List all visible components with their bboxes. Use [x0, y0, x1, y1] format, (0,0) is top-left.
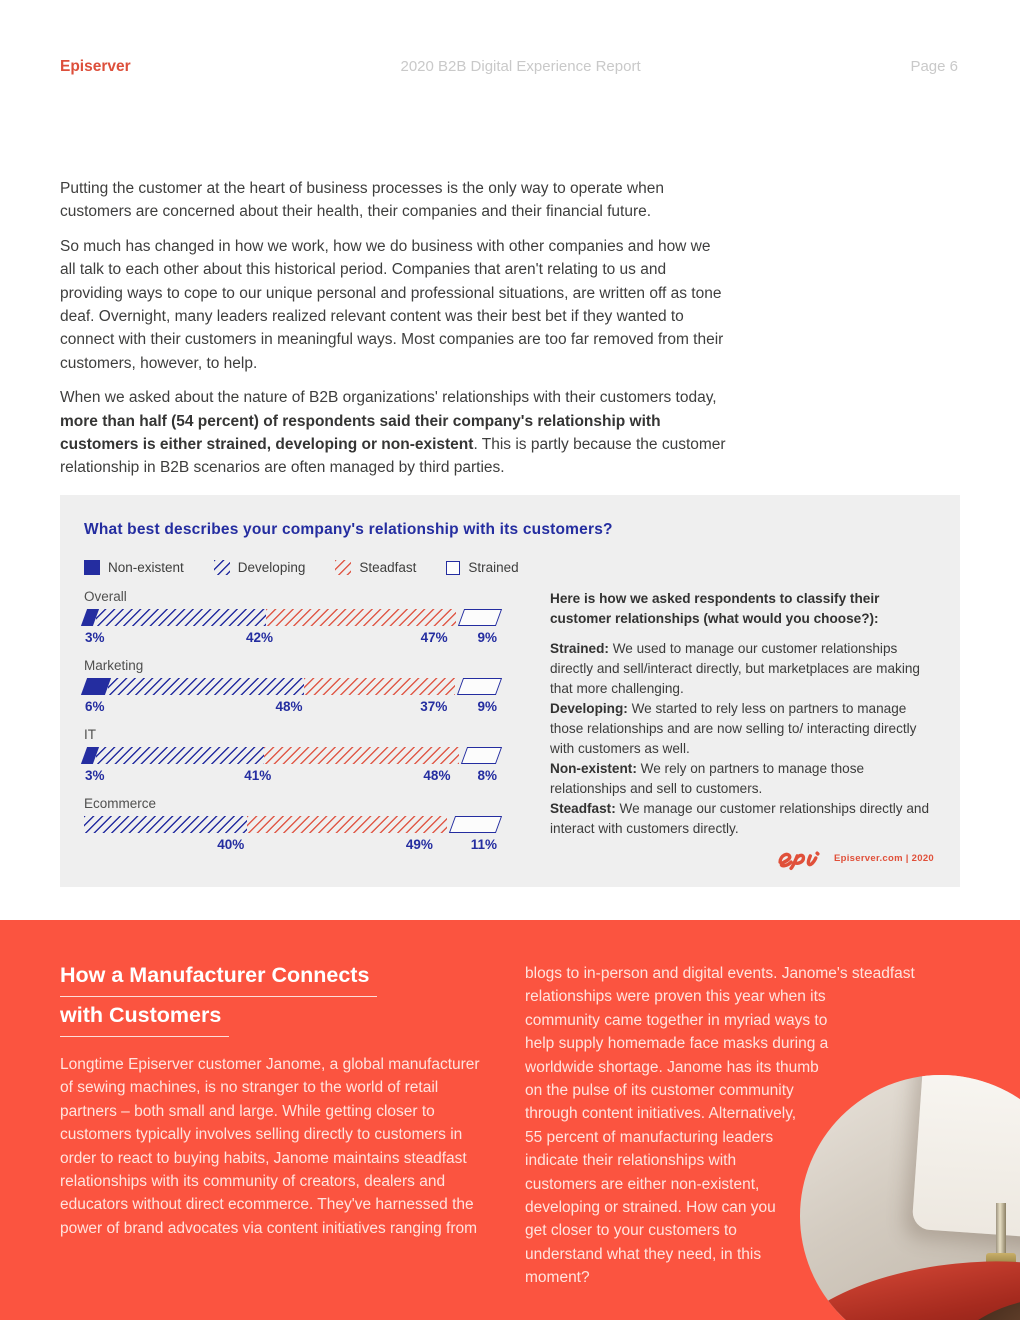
legend-swatch-icon: [84, 560, 100, 575]
definition-text: We used to manage our customer relationships directly and sell/interact directly, but marketplaces are making that more challenging.: [550, 641, 920, 696]
chart-sidebar: [550, 589, 934, 865]
bar-row-ecommerce: [84, 796, 521, 852]
intro-paragraph-2: So much has changed in how we work, how we do business with other companies and how we all talk to each other about this historical period. Companies that aren't relating to us and providing ways to cope to our unique personal and professional situations, are written off as tone deaf. Overnight, many leaders realized relevant content was their best bet if they wanted to connect with their customers in meaningful ways. Most companies are too far removed from their customers, however, to help.: [60, 237, 724, 372]
bar-track: [84, 747, 499, 764]
brand-logo-text: Episerver: [60, 58, 131, 75]
definition-term: Non-existent:: [550, 761, 637, 776]
percent-label-non-existent: 6%: [85, 699, 105, 714]
page-number: Page 6: [910, 58, 958, 75]
bar-segment-strained: [458, 609, 503, 626]
legend-item-steadfast: [335, 560, 416, 575]
definition-text: We rely on partners to manage those relationships and sell to customers.: [550, 761, 865, 796]
legend-label: Non-existent: [108, 560, 184, 575]
epi-logo-icon: [776, 845, 824, 871]
definition-term: Steadfast:: [550, 801, 616, 816]
legend-item-developing: [214, 560, 306, 575]
page-header: [60, 58, 958, 76]
percent-label-row: [84, 837, 499, 852]
bar-segment-developing: [84, 816, 247, 833]
bar-row-marketing: [84, 658, 521, 714]
percent-label-developing: 41%: [244, 768, 272, 783]
legend-swatch-icon: [335, 560, 351, 575]
legend-label: Steadfast: [359, 560, 417, 575]
legend-item-strained: [446, 560, 518, 575]
bar-track: [84, 678, 499, 695]
bar-segment-developing: [96, 747, 263, 764]
paragraph-text: . This is partly because the customer relationship in B2B scenarios are often managed by third parties.: [60, 436, 726, 477]
percent-label-row: [84, 699, 499, 714]
percent-label-steadfast: 48%: [423, 768, 451, 783]
percent-label-strained: 9%: [477, 630, 497, 645]
bar-segment-steadfast: [264, 747, 460, 764]
bar-segment-strained: [461, 747, 502, 764]
percent-label-non-existent: 3%: [85, 768, 105, 783]
definition-item: [550, 799, 934, 839]
bar-segment-strained: [457, 678, 502, 695]
bar-category-label: Overall: [84, 589, 127, 604]
percent-label-row: [84, 630, 499, 645]
percent-label-strained: 11%: [470, 837, 498, 852]
feature-heading-line2: with Customers: [60, 1000, 229, 1037]
definition-item: [550, 639, 934, 699]
chart-legend: [84, 560, 934, 575]
bar-segment-steadfast: [247, 816, 447, 833]
definition-text: We started to rely less on partners to manage those relationships and are now selling to/ interacting directly with customers as well.: [550, 701, 917, 756]
bar-segment-steadfast: [266, 609, 456, 626]
legend-item-non-existent: [84, 560, 184, 575]
percent-label-strained: 8%: [477, 768, 497, 783]
definition-text: We manage our customer relationships directly and interact with customers directly.: [550, 801, 930, 836]
bar-track: [84, 816, 499, 833]
paragraph-text: When we asked about the nature of B2B organizations' relationships with their customers today,: [60, 389, 717, 407]
bar-segment-developing: [108, 678, 304, 695]
bar-track: [84, 609, 499, 626]
definition-item: [550, 699, 934, 759]
definition-item: [550, 759, 934, 799]
bar-category-label: Marketing: [84, 658, 144, 673]
chart-title: What best describes your company's relationship with its customers?: [84, 521, 613, 538]
percent-label-steadfast: 37%: [420, 699, 448, 714]
feature-heading-line1: How a Manufacturer Connects: [60, 960, 377, 997]
definition-term: Developing:: [550, 701, 628, 716]
feature-heading: [60, 960, 377, 1040]
bar-segment-developing: [96, 609, 266, 626]
definitions-list: [550, 639, 934, 839]
percent-label-developing: 42%: [245, 630, 273, 645]
legend-swatch-icon: [446, 561, 460, 575]
chart-columns: [84, 589, 934, 865]
legend-label: Strained: [468, 560, 519, 575]
bar-segment-strained: [449, 816, 502, 833]
definition-term: Strained:: [550, 641, 609, 656]
bar-category-label: Ecommerce: [84, 796, 157, 811]
percent-label-developing: 40%: [217, 837, 245, 852]
credit-text: Episerver.com | 2020: [833, 852, 934, 864]
intro-paragraph-3: [60, 386, 728, 480]
percent-label-non-existent: 3%: [85, 630, 105, 645]
feature-section: [0, 920, 1020, 1320]
intro-paragraph-1: Putting the customer at the heart of business processes is the only way to operate when customers are concerned about their health, their companies and their financial future.: [60, 180, 664, 221]
bar-segment-steadfast: [304, 678, 455, 695]
legend-swatch-icon: [214, 560, 230, 575]
percent-label-row: [84, 768, 499, 783]
bar-row-it: [84, 727, 521, 783]
intro-copy: [60, 177, 728, 491]
chart-panel: [60, 495, 960, 887]
percent-label-strained: 9%: [477, 699, 497, 714]
bar-row-overall: [84, 589, 521, 645]
percent-label-steadfast: 49%: [405, 837, 433, 852]
chart-credit: [776, 845, 934, 871]
report-title: 2020 B2B Digital Experience Report: [400, 58, 641, 75]
legend-label: Developing: [237, 560, 306, 575]
percent-label-developing: 48%: [275, 699, 303, 714]
bar-segment-non-existent: [81, 678, 112, 695]
feature-right-text: blogs to in-person and digital events. Janome's steadfast relationships were proven this year when its community came together in myriad ways to help supply homemade face masks during a worldwide shortage. Janome has its thumb on the pulse of its customer community through content initiatives. Alternatively, 55 percent of manufacturing leaders indicate their relationships with customers are either non-existent, developing or strained. How can you get closer to your customers to understand what they need, in this moment?: [525, 965, 915, 1287]
feature-left-column: Longtime Episerver customer Janome, a global manufacturer of sewing machines, is no stranger to the world of retail partners – both small and large. While getting closer to customers typically involves selling directly to customers in order to react to buying habits, Janome maintains steadfast relationships with its community of creators, dealers and educators without direct ecommerce. They've harnessed the power of brand advocates via content initiatives ranging from: [60, 1056, 480, 1237]
bar-chart: [84, 589, 521, 865]
key-stat-bold: more than half (54 percent) of respondents said their company's relationship with customers is either strained, developing or non-existent: [60, 412, 661, 454]
sidebar-intro: Here is how we asked respondents to classify their customer relationships (what would you choose?):: [550, 591, 880, 626]
percent-label-steadfast: 47%: [420, 630, 448, 645]
bar-category-label: IT: [84, 727, 96, 742]
